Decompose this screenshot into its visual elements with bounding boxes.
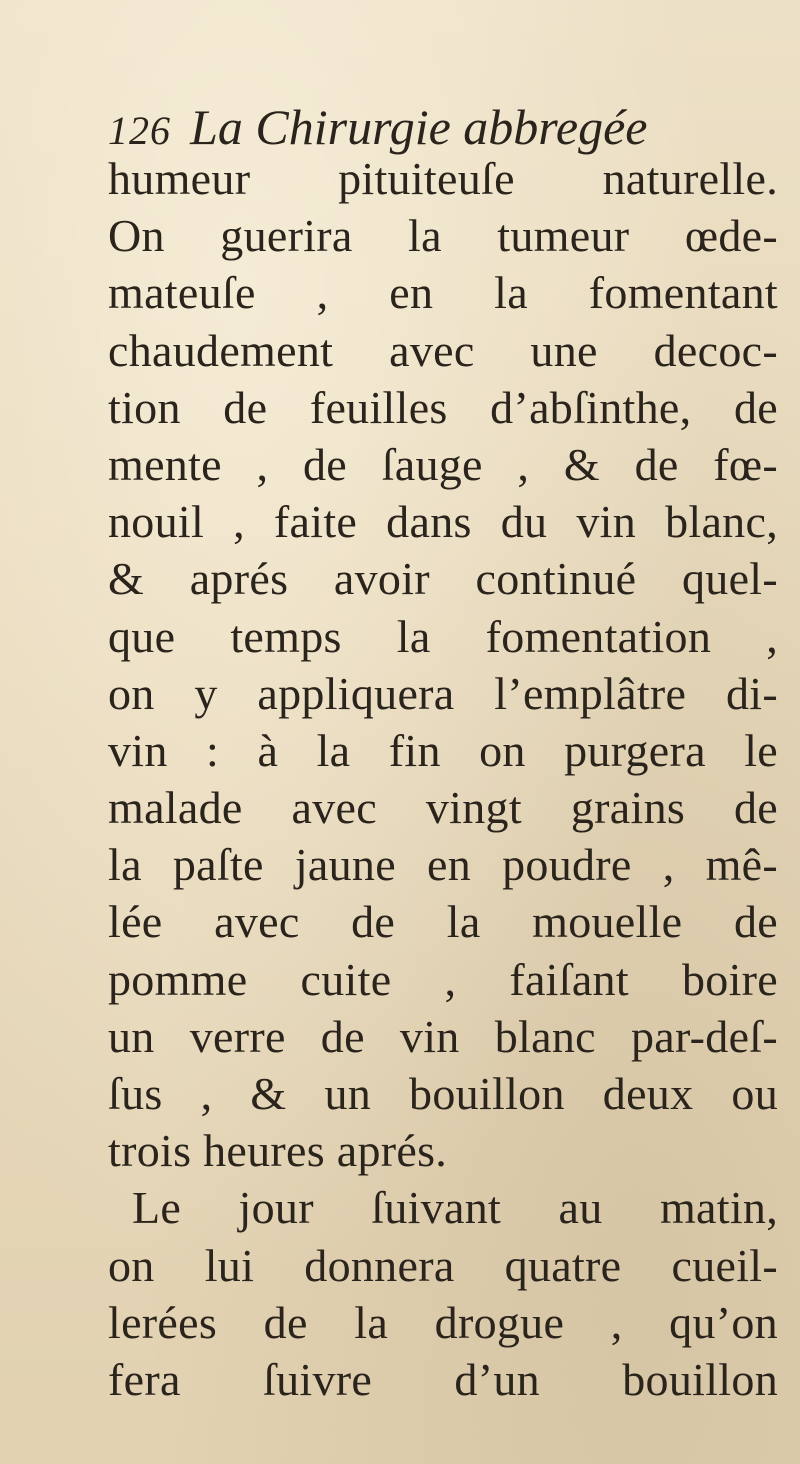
running-title: La Chirurgie abbregée — [190, 99, 648, 155]
page-number: 126 — [108, 108, 171, 153]
paragraph-start-line: Le jour ſuivant au matin, — [132, 1182, 778, 1234]
text-line: humeur pituiteuſe naturelle. — [108, 153, 778, 204]
text-line: chaudement avec une decoc- — [108, 324, 778, 376]
text-line: mente , de ſauge , & de fœ- — [108, 438, 778, 490]
text-line: nouil , faite dans du vin blanc, — [108, 496, 778, 548]
page-header — [108, 98, 728, 158]
text-line: la paſte jaune en poudre , mê- — [108, 839, 778, 891]
text-line: On guerira la tumeur œde- — [108, 210, 778, 262]
text-line: on y appliquera l’emplâtre di- — [108, 667, 778, 719]
text-line: ſus , & un bouillon deux ou — [108, 1068, 778, 1119]
text-line: un verre de vin blanc par-deſ- — [108, 1010, 778, 1062]
text-line: tion de feuilles d’abſinthe, de — [108, 381, 778, 433]
text-line: que temps la fomentation , — [108, 610, 778, 662]
text-line: mateuſe , en la fomentant — [108, 267, 778, 319]
text-line: on lui donnera quatre cueil- — [108, 1239, 778, 1291]
body-text — [108, 150, 778, 1408]
text-line: malade avec vingt grains de — [108, 782, 778, 834]
text-line: & aprés avoir continué quel- — [108, 553, 778, 605]
text-line: vin : à la fin on purgera le — [108, 724, 778, 776]
text-line: lée avec de la mouelle de — [108, 896, 778, 948]
paragraph-end-line: trois heures aprés. — [108, 1125, 448, 1177]
text-line: fera ſuivre d’un bouillon — [108, 1353, 778, 1405]
text-line: lerées de la drogue , qu’on — [108, 1296, 778, 1348]
text-line: pomme cuite , faiſant boire — [108, 953, 778, 1005]
